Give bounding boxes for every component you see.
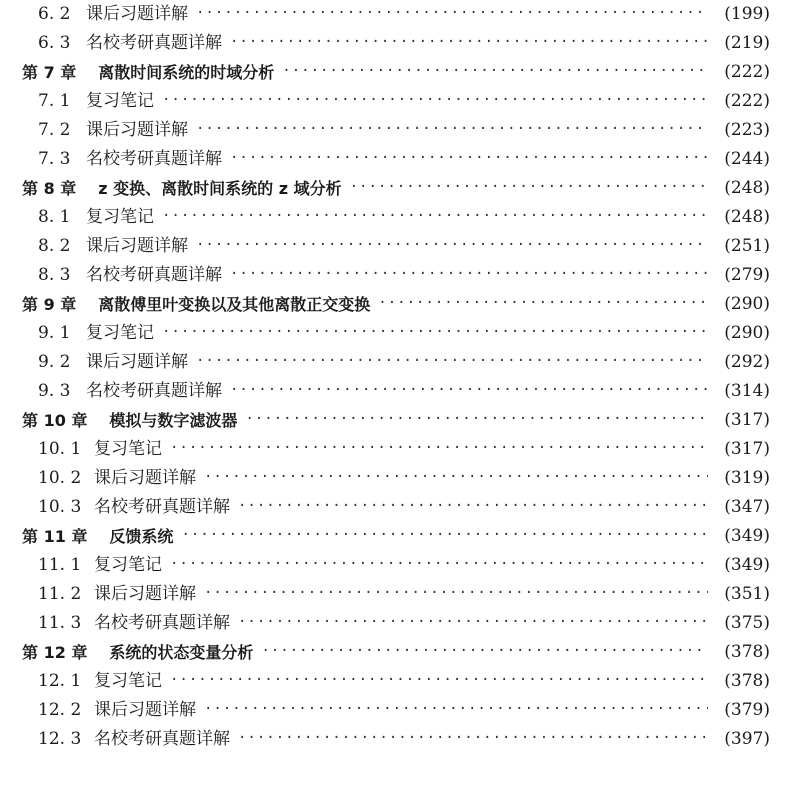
toc-section-entry[interactable] [0,580,790,609]
section-title: 课后习题详解 [86,120,188,140]
section-title: 课后习题详解 [94,700,196,720]
dot-leader [162,319,708,348]
dot-leader [261,638,708,667]
page-number: (378) [724,642,770,662]
dot-leader [238,725,708,754]
toc-section-entry[interactable] [0,667,790,696]
section-title: 复习笔记 [94,439,162,459]
section-title: 名校考研真题详解 [94,729,230,749]
page-number: (248) [724,207,770,227]
dot-leader [196,232,708,261]
section-title: 课后习题详解 [86,236,188,256]
toc-chapter-entry[interactable] [0,290,790,319]
page-number: (397) [724,729,770,749]
toc-section-entry[interactable] [0,696,790,725]
dot-leader [238,493,708,522]
toc-section-entry[interactable] [0,0,790,29]
dot-leader [196,0,708,29]
dot-leader [238,609,708,638]
page-number: (314) [724,381,770,401]
page-number: (317) [724,410,770,430]
toc-section-entry[interactable] [0,725,790,754]
dot-leader [230,145,708,174]
dot-leader [350,174,708,203]
section-number: 7. 3 [38,149,71,169]
toc-section-entry[interactable] [0,493,790,522]
dot-leader [230,261,708,290]
page-number: (251) [724,236,770,256]
dot-leader [282,58,708,87]
chapter-title: 系统的状态变量分析 [109,643,254,662]
section-title: 名校考研真题详解 [86,33,222,53]
section-number: 10. 1 [38,439,82,459]
section-number: 12. 1 [38,671,82,691]
toc-chapter-entry[interactable] [0,58,790,87]
chapter-title: 反馈系统 [109,527,174,546]
chapter-title: z 变换、离散时间系统的 z 域分析 [98,179,342,198]
toc-chapter-entry[interactable] [0,522,790,551]
section-title: 名校考研真题详解 [86,149,222,169]
section-number: 7. 2 [38,120,71,140]
section-title: 复习笔记 [86,207,154,227]
dot-leader [378,290,708,319]
section-number: 11. 2 [38,584,82,604]
section-title: 复习笔记 [94,555,162,575]
toc-section-entry[interactable] [0,29,790,58]
dot-leader [204,580,708,609]
page-number: (375) [724,613,770,633]
dot-leader [245,406,708,435]
dot-leader [170,435,708,464]
dot-leader [230,29,708,58]
section-number: 12. 2 [38,700,82,720]
toc-section-entry[interactable] [0,87,790,116]
section-number: 10. 3 [38,497,82,517]
section-number: 8. 1 [38,207,71,227]
page-number: (379) [724,700,770,720]
section-title: 复习笔记 [86,91,154,111]
dot-leader [170,551,708,580]
section-number: 9. 2 [38,352,71,372]
toc-chapter-entry[interactable] [0,406,790,435]
chapter-title: 模拟与数字滤波器 [109,411,238,430]
page-number: (292) [724,352,770,372]
section-title: 名校考研真题详解 [86,381,222,401]
page-number: (349) [724,526,770,546]
toc-section-entry[interactable] [0,435,790,464]
page-number: (351) [724,584,770,604]
dot-leader [181,522,708,551]
page-number: (349) [724,555,770,575]
page-number: (219) [724,33,770,53]
section-number: 11. 1 [38,555,82,575]
page-number: (199) [724,4,770,24]
section-number: 6. 2 [38,4,71,24]
section-number: 8. 3 [38,265,71,285]
toc-chapter-entry[interactable] [0,638,790,667]
dot-leader [204,696,708,725]
page-number: (248) [724,178,770,198]
chapter-number: 第 11 章 [22,527,88,546]
toc-section-entry[interactable] [0,145,790,174]
chapter-title: 离散时间系统的时域分析 [98,63,275,82]
dot-leader [196,348,708,377]
chapter-number: 第 9 章 [22,295,77,314]
page-number: (279) [724,265,770,285]
section-title: 课后习题详解 [94,584,196,604]
section-title: 课后习题详解 [86,352,188,372]
dot-leader [196,116,708,145]
toc-section-entry[interactable] [0,377,790,406]
page-number: (317) [724,439,770,459]
toc-section-entry[interactable] [0,261,790,290]
page-number: (378) [724,671,770,691]
page-number: (347) [724,497,770,517]
section-number: 12. 3 [38,729,82,749]
section-title: 课后习题详解 [94,468,196,488]
chapter-number: 第 8 章 [22,179,77,198]
toc-section-entry[interactable] [0,348,790,377]
chapter-number: 第 12 章 [22,643,88,662]
toc-section-entry[interactable] [0,203,790,232]
section-title: 名校考研真题详解 [86,265,222,285]
section-number: 10. 2 [38,468,82,488]
toc-section-entry[interactable] [0,116,790,145]
toc-section-entry[interactable] [0,551,790,580]
dot-leader [204,464,708,493]
section-number: 11. 3 [38,613,82,633]
section-title: 复习笔记 [86,323,154,343]
toc-section-entry[interactable] [0,609,790,638]
chapter-number: 第 10 章 [22,411,88,430]
section-number: 9. 1 [38,323,71,343]
section-number: 7. 1 [38,91,71,111]
section-title: 复习笔记 [94,671,162,691]
chapter-title: 离散傅里叶变换以及其他离散正交变换 [98,295,371,314]
section-number: 9. 3 [38,381,71,401]
toc-section-entry[interactable] [0,464,790,493]
toc-section-entry[interactable] [0,232,790,261]
page-number: (222) [724,91,770,111]
section-title: 课后习题详解 [86,4,188,24]
page-number: (222) [724,62,770,82]
dot-leader [230,377,708,406]
dot-leader [162,203,708,232]
section-title: 名校考研真题详解 [94,497,230,517]
toc-section-entry[interactable] [0,319,790,348]
page-number: (244) [724,149,770,169]
dot-leader [162,87,708,116]
section-number: 8. 2 [38,236,71,256]
section-title: 名校考研真题详解 [94,613,230,633]
page-number: (319) [724,468,770,488]
section-number: 6. 3 [38,33,71,53]
page-number: (290) [724,294,770,314]
dot-leader [170,667,708,696]
page-number: (223) [724,120,770,140]
page-number: (290) [724,323,770,343]
toc-chapter-entry[interactable] [0,174,790,203]
chapter-number: 第 7 章 [22,63,77,82]
